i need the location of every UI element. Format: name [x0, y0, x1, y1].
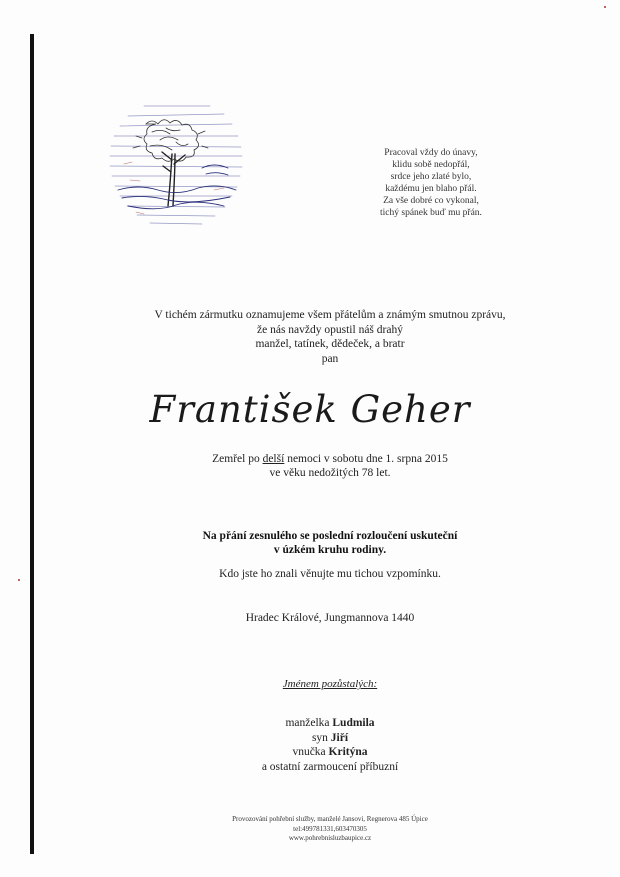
intro-line: pan — [321, 352, 339, 365]
poem-line: tichý spánek buď mu přán. — [380, 208, 482, 218]
intro-line: manžel, tatínek, dědeček, a bratr — [255, 338, 405, 350]
death-text-underlined: delší — [262, 453, 285, 465]
scan-speck — [604, 6, 606, 8]
death-age-line: ve věku nedožitých 78 let. — [269, 467, 391, 479]
poem-line: Pracoval vždy do únavy, — [384, 148, 478, 158]
death-text-before: Zemřel po — [212, 453, 263, 465]
survivor-item — [70, 760, 590, 775]
survivor-item — [70, 745, 590, 760]
on-behalf-label: Jménem pozůstalých: — [282, 678, 378, 690]
deceased-name: František Geher — [149, 388, 471, 431]
survivor-relation: vnučka — [292, 746, 329, 758]
survivor-relation: a ostatní zarmoucení příbuzní — [261, 760, 399, 773]
survivor-name: Kritýna — [328, 746, 368, 758]
poem-line: Za vše dobré co vykonal, — [383, 196, 479, 206]
ceremony-line: Na přání zesnulého se poslední rozloučení uskuteční — [202, 530, 458, 542]
death-notice — [70, 452, 590, 480]
footer-website: www.pohrebnisluzbaupice.cz — [288, 834, 372, 842]
scan-speck — [18, 579, 20, 581]
memorial-poem — [380, 147, 482, 219]
survivor-name: Ludmila — [332, 717, 375, 729]
on-behalf-heading — [70, 678, 590, 690]
ceremony-line: v úzkém kruhu rodiny. — [273, 544, 387, 556]
survivors-list — [70, 716, 590, 774]
tree-illustration-icon — [106, 94, 246, 236]
funeral-service-footer — [70, 815, 590, 844]
footer-phone: tel:499781331,603470305 — [293, 824, 367, 833]
survivor-item — [70, 731, 590, 746]
death-date-line — [70, 452, 590, 466]
death-text-after: nemoci v sobotu dne 1. srpna 2015 — [284, 453, 448, 465]
survivor-name: Jiří — [330, 731, 349, 744]
footer-line: Provozování pohřební služby, manželé Jansovi, Regnerova 485 Úpice — [232, 815, 428, 823]
survivor-item — [70, 716, 590, 731]
intro-line: V tichém zármutku oznamujeme všem přátelům a známým smutnou zprávu, — [154, 309, 506, 321]
survivor-relation: manželka — [285, 717, 333, 729]
remembrance-text: Kdo jste ho znali věnujte mu tichou vzpomínku. — [219, 568, 441, 580]
poem-line: každému jen blaho přál. — [385, 184, 477, 194]
black-border-line — [30, 34, 34, 854]
poem-line: srdce jeho zlaté bylo, — [390, 172, 472, 182]
address-text: Hradec Králové, Jungmannova 1440 — [245, 612, 415, 624]
poem-line: klidu sobě nedopřál, — [392, 160, 470, 170]
ceremony-notice — [70, 529, 590, 557]
intro-line: že nás navždy opustil náš drahý — [257, 323, 403, 336]
survivor-relation: syn — [311, 731, 331, 744]
announcement-intro — [70, 308, 590, 366]
